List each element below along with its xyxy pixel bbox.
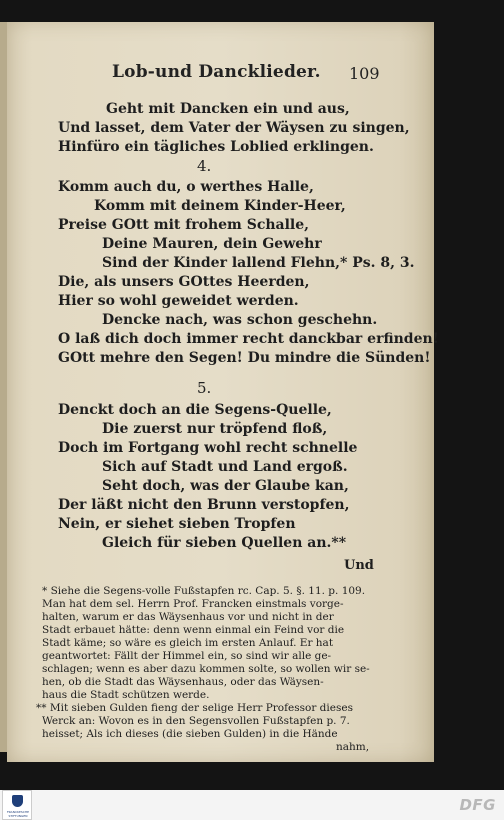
footnote-line: * Siehe die Segens-volle Fußstapfen rc. Cap. 5. §. 11. p. 109. — [42, 585, 366, 597]
crest-icon — [12, 795, 23, 807]
verse-line: Geht mit Dancken ein und aus, — [106, 101, 350, 117]
verse-line: Der läßt nicht den Brunn verstopfen, — [58, 497, 350, 513]
footnote-line: haus die Stadt schützen werde. — [42, 689, 210, 701]
verse-line: Nein, er siehet sieben Tropfen — [58, 516, 296, 532]
footnote-line: halten, warum er das Wäysenhaus vor und nicht in der — [42, 611, 334, 623]
verse-line: Deine Mauren, dein Gewehr — [102, 236, 322, 252]
verse-line: GOtt mehre den Segen! Du mindre die Sünden! — [58, 350, 431, 366]
stanza-number: 4. — [197, 157, 212, 175]
verse-line: Gleich für sieben Quellen an.** — [102, 535, 347, 551]
verse-line: Hier so wohl geweidet werden. — [58, 293, 299, 309]
verse-line: Preise GOtt mit frohem Schalle, — [58, 217, 310, 233]
footnote-line: Stadt käme; so wäre es gleich im ersten Anlauf. Er hat — [42, 637, 334, 649]
verse-line: Denckt doch an die Segens-Quelle, — [58, 402, 332, 418]
verse-line: Komm auch du, o werthes Halle, — [58, 179, 314, 195]
footnote-line: geantwortet: Fällt der Himmel ein, so sind wir alle ge- — [42, 650, 332, 662]
verse-line: Seht doch, was der Glaube kan, — [102, 478, 349, 494]
footnote-line: Stadt erbauet hätte: denn wenn einmal ein Feind vor die — [42, 624, 345, 636]
footnote-line: hen, ob die Stadt das Wäysenhaus, oder das Wäysen- — [42, 676, 324, 688]
verse-line: O laß dich doch immer recht danckbar erfinden! — [58, 331, 439, 347]
page-number: 109 — [349, 64, 380, 83]
verse-line: Die zuerst nur tröpfend floß, — [102, 421, 328, 437]
footnote-line: Man hat dem sel. Herrn Prof. Francken einstmals vorge- — [42, 598, 344, 610]
franckesche-stiftungen-logo[interactable] — [2, 790, 32, 820]
footnote-line: ** Mit sieben Gulden fieng der selige Herr Professor dieses — [36, 702, 353, 714]
footnote-line: nahm, — [336, 741, 370, 753]
logo-text: FRANCKESCHE STIFTUNGEN — [6, 810, 30, 818]
verse-line: Sich auf Stadt und Land ergoß. — [102, 459, 348, 475]
verse-line: Hinfüro ein tägliches Loblied erklingen. — [58, 139, 374, 155]
verse-line: Sind der Kinder lallend Flehn,* Ps. 8, 3. — [102, 255, 415, 271]
verse-line: Komm mit deinem Kinder-Heer, — [94, 198, 346, 214]
catchword: Und — [344, 558, 374, 573]
footnote-line: heisset; Als ich dieses (die sieben Gulden) in die Hände — [42, 728, 338, 740]
dfg-logo[interactable]: DFG — [459, 796, 496, 814]
verse-line: Doch im Fortgang wohl recht schnelle — [58, 440, 358, 456]
verse-line: Und lasset, dem Vater der Wäysen zu singen, — [58, 120, 410, 136]
footnote-line: Werck an: Wovon es in den Segensvollen Fußstapfen p. 7. — [42, 715, 350, 727]
running-header: Lob-und Dancklieder. — [112, 62, 321, 82]
viewer-footer — [0, 790, 504, 820]
stanza-number: 5. — [197, 379, 212, 397]
verse-line: Dencke nach, was schon geschehn. — [102, 312, 378, 328]
footnote-line: schlagen; wenn es aber dazu kommen solte, so wollen wir se- — [42, 663, 370, 675]
verse-line: Die, als unsers GOttes Heerden, — [58, 274, 310, 290]
